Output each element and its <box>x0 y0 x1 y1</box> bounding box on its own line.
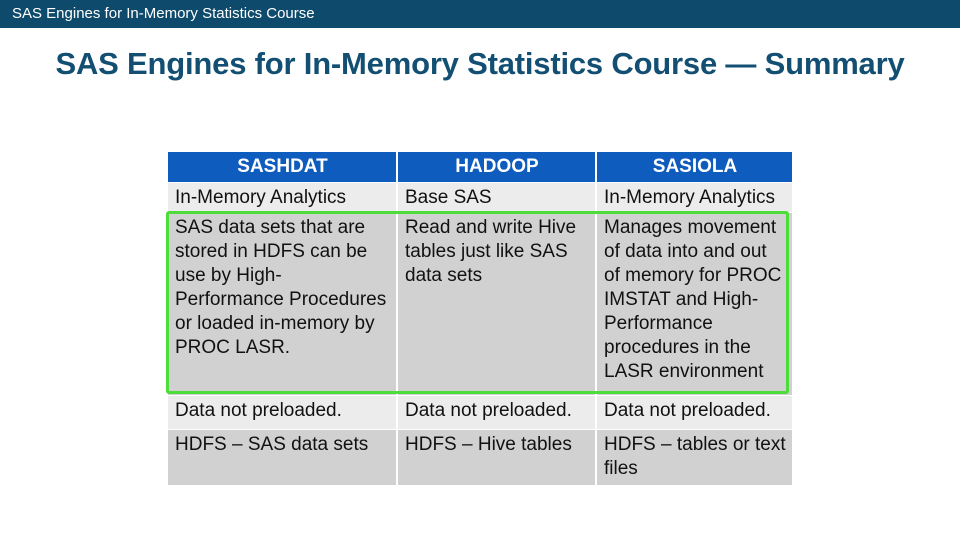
slide-title: SAS Engines for In-Memory Statistics Course — Summary <box>55 46 905 81</box>
table-cell: In-Memory Analytics <box>168 183 397 213</box>
table-cell: HDFS – Hive tables <box>397 430 596 486</box>
table-cell: SAS data sets that are stored in HDFS can be use by High-Performance Procedures or loaded in-memory by PROC LASR. <box>168 213 397 396</box>
table-cell: HDFS – tables or text files <box>596 430 792 486</box>
table-cell: Data not preloaded. <box>397 396 596 430</box>
table-row <box>168 183 792 213</box>
window-title-bar <box>0 0 960 28</box>
window-title: SAS Engines for In-Memory Statistics Course <box>12 5 315 22</box>
column-header-sasiola: SASIOLA <box>596 152 792 183</box>
table-row <box>168 396 792 430</box>
table-cell: Base SAS <box>397 183 596 213</box>
table-row <box>168 430 792 486</box>
column-header-sashdat: SASHDAT <box>168 152 397 183</box>
summary-table <box>168 152 792 486</box>
table-cell: Manages movement of data into and out of memory for PROC IMSTAT and High-Performance procedures in the LASR environment <box>596 213 792 396</box>
table-cell: Data not preloaded. <box>596 396 792 430</box>
table-cell: Read and write Hive tables just like SAS data sets <box>397 213 596 396</box>
table-cell: HDFS – SAS data sets <box>168 430 397 486</box>
table-cell: Data not preloaded. <box>168 396 397 430</box>
table-cell: In-Memory Analytics <box>596 183 792 213</box>
table-row <box>168 213 792 396</box>
table-header-row <box>168 152 792 183</box>
column-header-hadoop: HADOOP <box>397 152 596 183</box>
